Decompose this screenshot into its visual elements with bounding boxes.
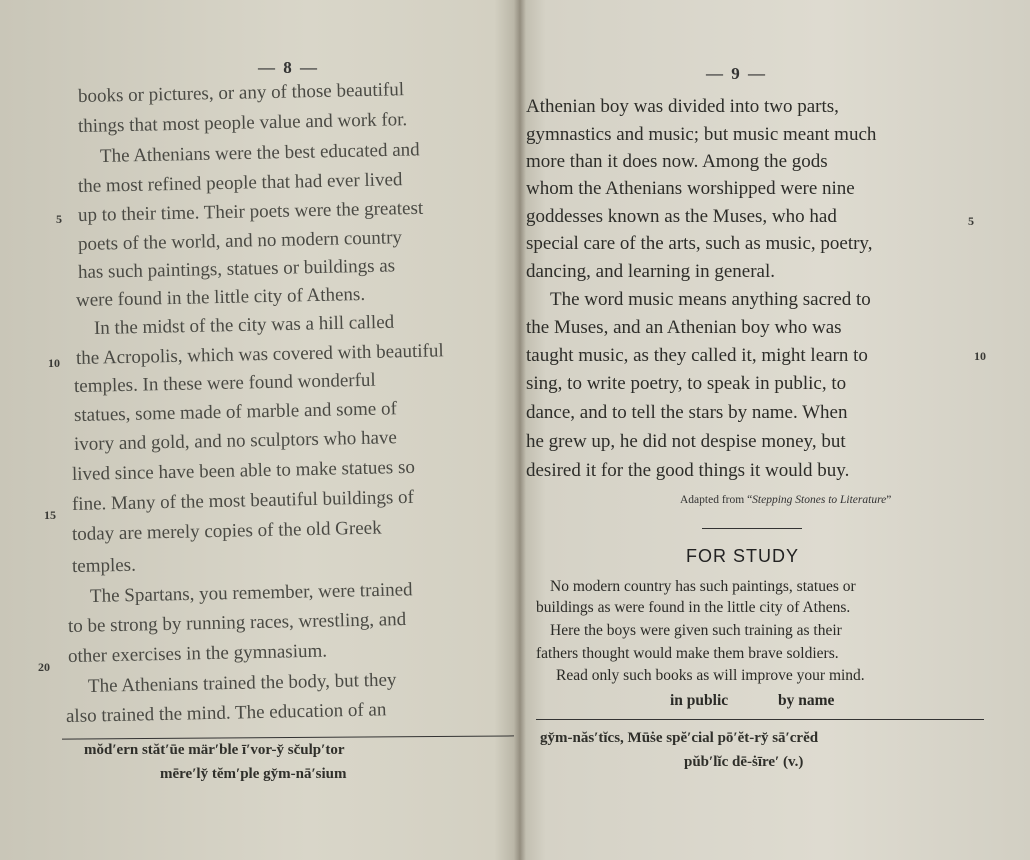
- text-line: The Athenians trained the body, but they: [87, 669, 397, 697]
- line-number: 20: [38, 660, 50, 674]
- text-line: other exercises in the gymnasium.: [67, 640, 328, 667]
- study-line: No modern country has such paintings, statues or: [550, 578, 856, 595]
- pronunciation-row: gy̆m-năs′tĭcs, Mūṡe spĕ′cial pō′ĕt-ry̆ sā′crĕd: [540, 730, 819, 746]
- text-line: the most refined people that had ever lived: [77, 169, 403, 197]
- study-line: Read only such books as will improve your mind.: [556, 667, 865, 684]
- source-credit: [680, 494, 891, 506]
- line-number: 10: [48, 356, 60, 370]
- text-line: The word music means anything sacred to: [550, 289, 871, 310]
- line-number: 5: [968, 214, 974, 228]
- text-line: today are merely copies of the old Greek: [71, 517, 382, 545]
- divider-rule: [62, 735, 514, 739]
- text-line: things that most people value and work for.: [77, 109, 408, 137]
- text-line: poets of the world, and no modern country: [77, 227, 403, 255]
- text-line: up to their time. Their poets were the greatest: [77, 197, 424, 226]
- credit-prefix: Adapted from “: [680, 494, 753, 506]
- text-line: The Athenians were the best educated and: [99, 139, 420, 167]
- pronunciation-row: mēre′ly̆ tĕm′ple gy̆m-nā′sium: [160, 766, 347, 782]
- page-number-right: — 9 —: [706, 64, 767, 83]
- pronunciation-row: mŏd′ern stăt′ūe mär′ble ī′vor-y̆ sc̆ulp′tor: [84, 742, 345, 758]
- text-line: the Acropolis, which was covered with beautiful: [75, 340, 444, 369]
- credit-suffix: ”: [886, 494, 892, 506]
- text-line: dance, and to tell the stars by name. When: [526, 402, 848, 423]
- page-number-left: — 8 —: [258, 58, 319, 77]
- text-line: were found in the little city of Athens.: [75, 283, 366, 311]
- text-line: taught music, as they called it, might learn to: [526, 345, 868, 366]
- study-line: buildings as were found in the little city of Athens.: [536, 599, 851, 616]
- right-page: [520, 0, 1030, 860]
- text-line: gymnastics and music; but music meant much: [526, 124, 877, 145]
- study-line: Here the boys were given such training as their: [550, 622, 842, 639]
- study-heading: FOR STUDY: [686, 546, 800, 566]
- line-number: 15: [44, 508, 56, 522]
- text-line: temples.: [71, 554, 137, 577]
- text-line: the Muses, and an Athenian boy who was: [526, 317, 842, 338]
- text-line: to be strong by running races, wrestling, and: [67, 608, 407, 637]
- line-number: 10: [974, 349, 986, 363]
- pronunciation-row: pŭb′lĭc dē-ṡīre′ (v.): [684, 754, 804, 770]
- text-line: special care of the arts, such as music, poetry,: [526, 233, 873, 254]
- text-line: goddesses known as the Muses, who had: [526, 206, 837, 227]
- text-line: books or pictures, or any of those beautiful: [77, 79, 405, 107]
- study-word: by name: [778, 692, 835, 709]
- text-line: The Spartans, you remember, were trained: [89, 579, 413, 607]
- text-line: whom the Athenians worshipped were nine: [526, 178, 855, 199]
- line-number: 5: [56, 212, 62, 226]
- text-line: dancing, and learning in general.: [526, 261, 776, 282]
- text-line: statues, some made of marble and some of: [73, 398, 398, 426]
- text-line: sing, to write poetry, to speak in public, to: [526, 373, 847, 394]
- text-line: he grew up, he did not despise money, but: [526, 431, 846, 452]
- short-rule: [702, 528, 802, 529]
- text-line: has such paintings, statues or buildings as: [77, 255, 396, 283]
- study-line: fathers thought would make them brave soldiers.: [536, 645, 839, 662]
- divider-rule: [536, 719, 984, 720]
- study-word: in public: [670, 692, 729, 709]
- text-line: also trained the mind. The education of an: [65, 699, 387, 727]
- text-line: temples. In these were found wonderful: [73, 369, 376, 397]
- text-line: Athenian boy was divided into two parts,: [526, 96, 839, 117]
- text-line: more than it does now. Among the gods: [526, 151, 828, 172]
- text-line: ivory and gold, and no sculptors who have: [73, 427, 398, 455]
- text-line: fine. Many of the most beautiful buildings of: [71, 486, 415, 515]
- text-line: lived since have been able to make statues so: [71, 456, 416, 485]
- credit-title: Stepping Stones to Literature: [752, 494, 887, 506]
- text-line: In the midst of the city was a hill called: [93, 311, 395, 339]
- text-line: desired it for the good things it would buy.: [526, 460, 850, 481]
